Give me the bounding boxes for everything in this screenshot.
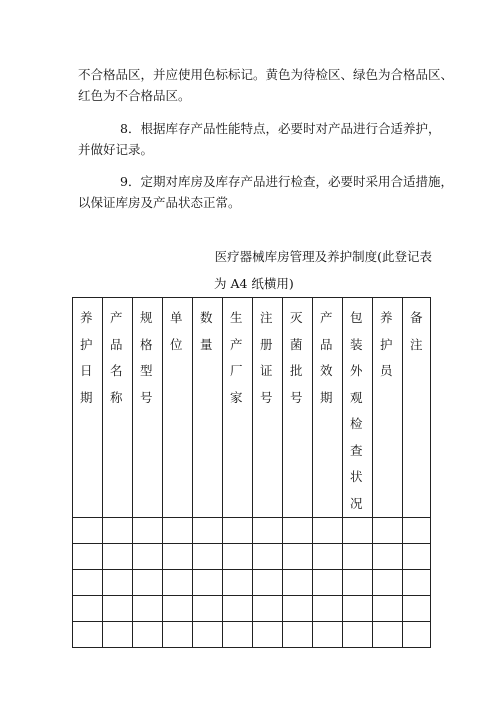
table-cell: [343, 596, 373, 622]
table-row: [73, 570, 431, 596]
table-cell: [403, 518, 431, 544]
header-cell: 产品效期: [313, 298, 343, 518]
table-cell: [133, 622, 163, 648]
table-cell: [313, 544, 343, 570]
table-cell: [193, 518, 223, 544]
table-cell: [373, 596, 403, 622]
table-cell: [403, 596, 431, 622]
header-cell: 数量: [193, 298, 223, 518]
table-row: [73, 622, 431, 648]
header-cell: 注册证号: [253, 298, 283, 518]
table-cell: [253, 518, 283, 544]
table-cell: [193, 570, 223, 596]
table-cell: [283, 596, 313, 622]
table-cell: [73, 570, 103, 596]
header-cell: 备注: [403, 298, 431, 518]
paragraph-color-zones: [78, 64, 454, 106]
table-title-line1: 医疗器械库房管理及养护制度(此登记表: [214, 249, 432, 264]
table-cell: [103, 518, 133, 544]
table-cell: [223, 544, 253, 570]
header-cell: 生产厂家: [223, 298, 253, 518]
table-row: [73, 544, 431, 570]
table-cell: [343, 544, 373, 570]
table-cell: [223, 622, 253, 648]
table-cell: [343, 622, 373, 648]
header-cell: 包装外观检查状况: [343, 298, 373, 518]
table-cell: [283, 518, 313, 544]
table-cell: [73, 596, 103, 622]
table-cell: [373, 570, 403, 596]
table-cell: [133, 518, 163, 544]
paragraph-line: 并做好记录。: [78, 142, 154, 157]
table-cell: [163, 518, 193, 544]
table-cell: [253, 596, 283, 622]
paragraph-item-8: [78, 118, 441, 160]
table-cell: [373, 544, 403, 570]
table-header-row: [73, 298, 431, 518]
table-cell: [73, 544, 103, 570]
table-cell: [163, 622, 193, 648]
table-cell: [73, 622, 103, 648]
table-row: [73, 596, 431, 622]
table-cell: [403, 544, 431, 570]
table-cell: [253, 622, 283, 648]
table-cell: [223, 518, 253, 544]
header-cell: 规格型号: [133, 298, 163, 518]
table-cell: [193, 596, 223, 622]
paragraph-line: 9．定期对库房及库存产品进行检查，必要时采用合适措施，: [120, 174, 453, 189]
table-cell: [133, 570, 163, 596]
table-cell: [133, 544, 163, 570]
header-cell: 养护员: [373, 298, 403, 518]
table-cell: [163, 544, 193, 570]
table-cell: [343, 518, 373, 544]
table-cell: [223, 596, 253, 622]
table-cell: [283, 544, 313, 570]
paragraph-line: 8．根据库存产品性能特点，必要时对产品进行合适养护，: [120, 121, 441, 136]
table-cell: [103, 596, 133, 622]
table-cell: [253, 544, 283, 570]
paragraph-line: 不合格品区，并应使用色标标记。黄色为待检区、绿色为合格品区、: [78, 67, 454, 82]
table-cell: [193, 544, 223, 570]
table-cell: [73, 518, 103, 544]
header-cell: 养护日期: [73, 298, 103, 518]
table-cell: [313, 596, 343, 622]
table-cell: [103, 622, 133, 648]
table-cell: [193, 622, 223, 648]
paragraph-item-9: [78, 171, 453, 213]
table-cell: [103, 544, 133, 570]
header-cell: 产品名称: [103, 298, 133, 518]
maintenance-log-table: [72, 297, 431, 648]
table-cell: [163, 570, 193, 596]
table-cell: [253, 570, 283, 596]
table-cell: [313, 622, 343, 648]
table-cell: [403, 570, 431, 596]
header-cell: 单位: [163, 298, 193, 518]
paragraph-line: 以保证库房及产品状态正常。: [78, 195, 241, 210]
table-cell: [313, 518, 343, 544]
table-cell: [343, 570, 373, 596]
table-cell: [373, 622, 403, 648]
table-cell: [283, 570, 313, 596]
table-cell: [133, 596, 163, 622]
table-row: [73, 518, 431, 544]
table-cell: [163, 596, 193, 622]
table-cell: [403, 622, 431, 648]
header-cell: 灭菌批号: [283, 298, 313, 518]
table-title-line2: 为 A4 纸横用): [214, 276, 294, 291]
table-cell: [313, 570, 343, 596]
table-cell: [223, 570, 253, 596]
table-cell: [373, 518, 403, 544]
table-cell: [283, 622, 313, 648]
paragraph-line: 红色为不合格品区。: [78, 88, 191, 103]
table-cell: [103, 570, 133, 596]
